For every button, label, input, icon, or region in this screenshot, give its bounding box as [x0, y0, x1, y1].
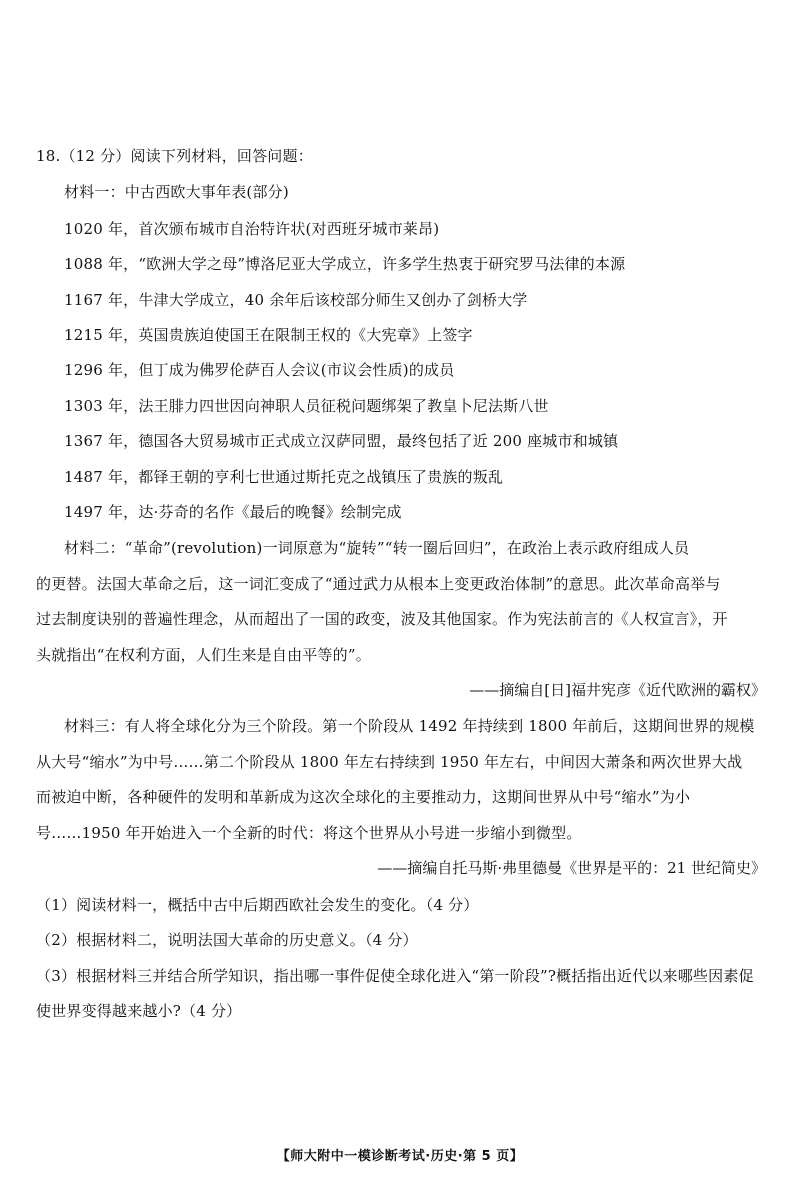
- subquestion-1: （1）阅读材料一，概括中古中后期西欧社会发生的变化。（4 分）: [36, 896, 479, 914]
- timeline-event: 1020 年，首次颁布城市自治特许状(对西班牙城市莱昂): [64, 220, 440, 238]
- material2-source: ——摘编自[日]福井宪彦《近代欧洲的霸权》: [469, 681, 766, 699]
- subquestion-3-continued: 使世界变得越来越小?（4 分）: [36, 1002, 242, 1020]
- subquestion-3: （3）根据材料三并结合所学知识，指出哪一事件促使全球化进入“第一阶段”?概括指出近代以来哪些因素促: [36, 967, 754, 985]
- material3-source: ——摘编自托马斯·弗里德曼《世界是平的：21 世纪简史》: [377, 859, 766, 877]
- timeline-event: 1487 年，都铎王朝的亨利七世通过斯托克之战镇压了贵族的叛乱: [64, 468, 504, 486]
- timeline-event: 1303 年，法王腓力四世因向神职人员征税问题绑架了教皇卜尼法斯八世: [64, 397, 549, 415]
- timeline-event: 1296 年，但丁成为佛罗伦萨百人会议(市议会性质)的成员: [64, 361, 455, 379]
- timeline-event: 1167 年，牛津大学成立，40 余年后该校部分师生又创办了剑桥大学: [64, 291, 528, 309]
- material2-line: 头就指出“在权利方面，人们生来是自由平等的”。: [36, 646, 371, 664]
- material2-line: 材料二：“革命”(revolution)一词原意为“旋转”“转一圈后回归”，在政治上表示政府组成人员: [64, 539, 690, 557]
- page-footer: 【师大附中一模诊断考试·历史·第 5 页】: [276, 1149, 524, 1164]
- material2-line: 过去制度诀别的普遍性理念，从而超出了一国的政变，波及其他国家。作为宪法前言的《人权宣言》，开: [36, 610, 728, 628]
- material3-line: 号……1950 年开始进入一个全新的时代：将这个世界从小号进一步缩小到微型。: [36, 824, 582, 842]
- material3-line: 从大号“缩水”为中号……第二个阶段从 1800 年左右持续到 1950 年左右，中间因大萧条和两次世界大战: [36, 753, 743, 771]
- timeline-event: 1215 年，英国贵族迫使国王在限制王权的《大宪章》上签字: [64, 326, 473, 344]
- timeline-event: 1367 年，德国各大贸易城市正式成立汉萨同盟，最终包括了近 200 座城市和城镇: [64, 432, 619, 450]
- subquestion-2: （2）根据材料二，说明法国大革命的历史意义。（4 分）: [36, 931, 418, 949]
- timeline-event: 1497 年，达·芬奇的名作《最后的晚餐》绘制完成: [64, 503, 402, 521]
- question-heading: 18.（12 分）阅读下列材料，回答问题：: [36, 147, 313, 165]
- timeline-event: 1088 年，“欧洲大学之母”博洛尼亚大学成立，许多学生热衷于研究罗马法律的本源: [64, 255, 626, 273]
- material2-line: 的更替。法国大革命之后，这一词汇变成了“通过武力从根本上变更政治体制”的意思。此次革命高举与: [36, 575, 721, 593]
- material3-line: 材料三：有人将全球化分为三个阶段。第一个阶段从 1492 年持续到 1800 年前后，这期间世界的规模: [64, 717, 755, 735]
- material3-line: 而被迫中断，各种硬件的发明和革新成为这次全球化的主要推动力，这期间世界从中号“缩水”为小: [36, 788, 691, 806]
- material1-title: 材料一：中古西欧大事年表(部分): [64, 183, 289, 201]
